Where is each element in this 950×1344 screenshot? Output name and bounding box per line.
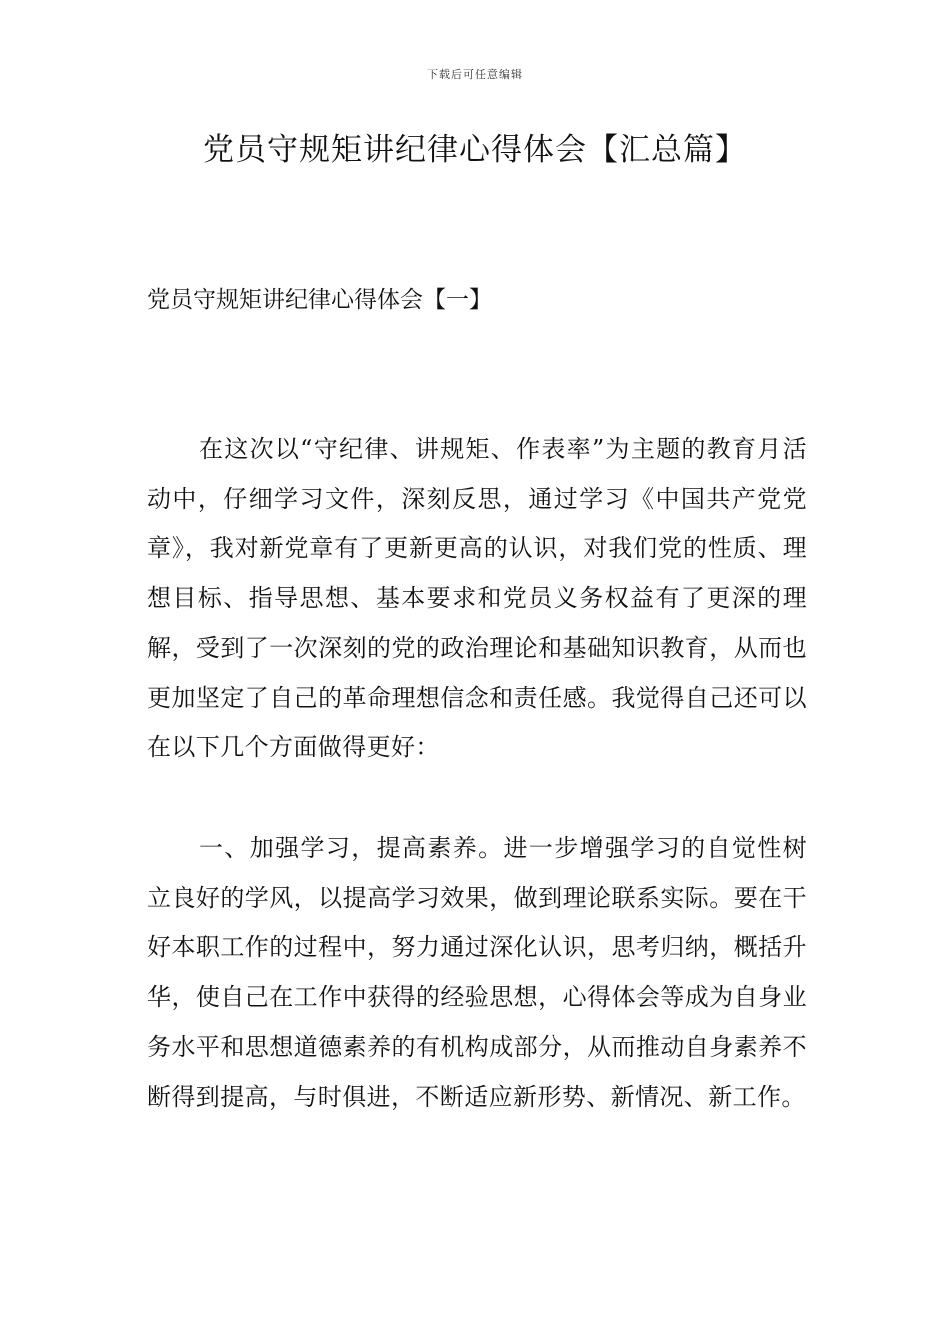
section-heading: 党员守规矩讲纪律心得体会【一】: [147, 287, 492, 313]
body-paragraph: 一、加强学习，提高素养。进一步增强学习的自觉性树立良好的学风，以提高学习效果，做到理论联系实际。要在干好本职工作的过程中，努力通过深化认识，思考归纳，概括升华，使自己在工作中获得的经验思想，心得体会等成为自身业务水平和思想道德素养的有机构成部分，从而推动自身素养不断得到提高，与时俱进，不断适应新形势、新情况、新工作。: [147, 834, 807, 1111]
body-paragraph: 在这次以“守纪律、讲规矩、作表率”为主题的教育月活动中，仔细学习文件，深刻反思，通过学习《中国共产党党章》，我对新党章有了更新更高的认识，对我们党的性质、理想目标、指导思想、基本要求和党员义务权益有了更深的理解，受到了一次深刻的党的政治理论和基础知识教育，从而也更加坚定了自己的革命理想信念和责任感。我觉得自己还可以在以下几个方面做得更好：: [147, 435, 807, 762]
document-title: 党员守规矩讲纪律心得体会【汇总篇】: [203, 132, 747, 168]
header-note: 下载后可任意编辑: [427, 68, 523, 81]
